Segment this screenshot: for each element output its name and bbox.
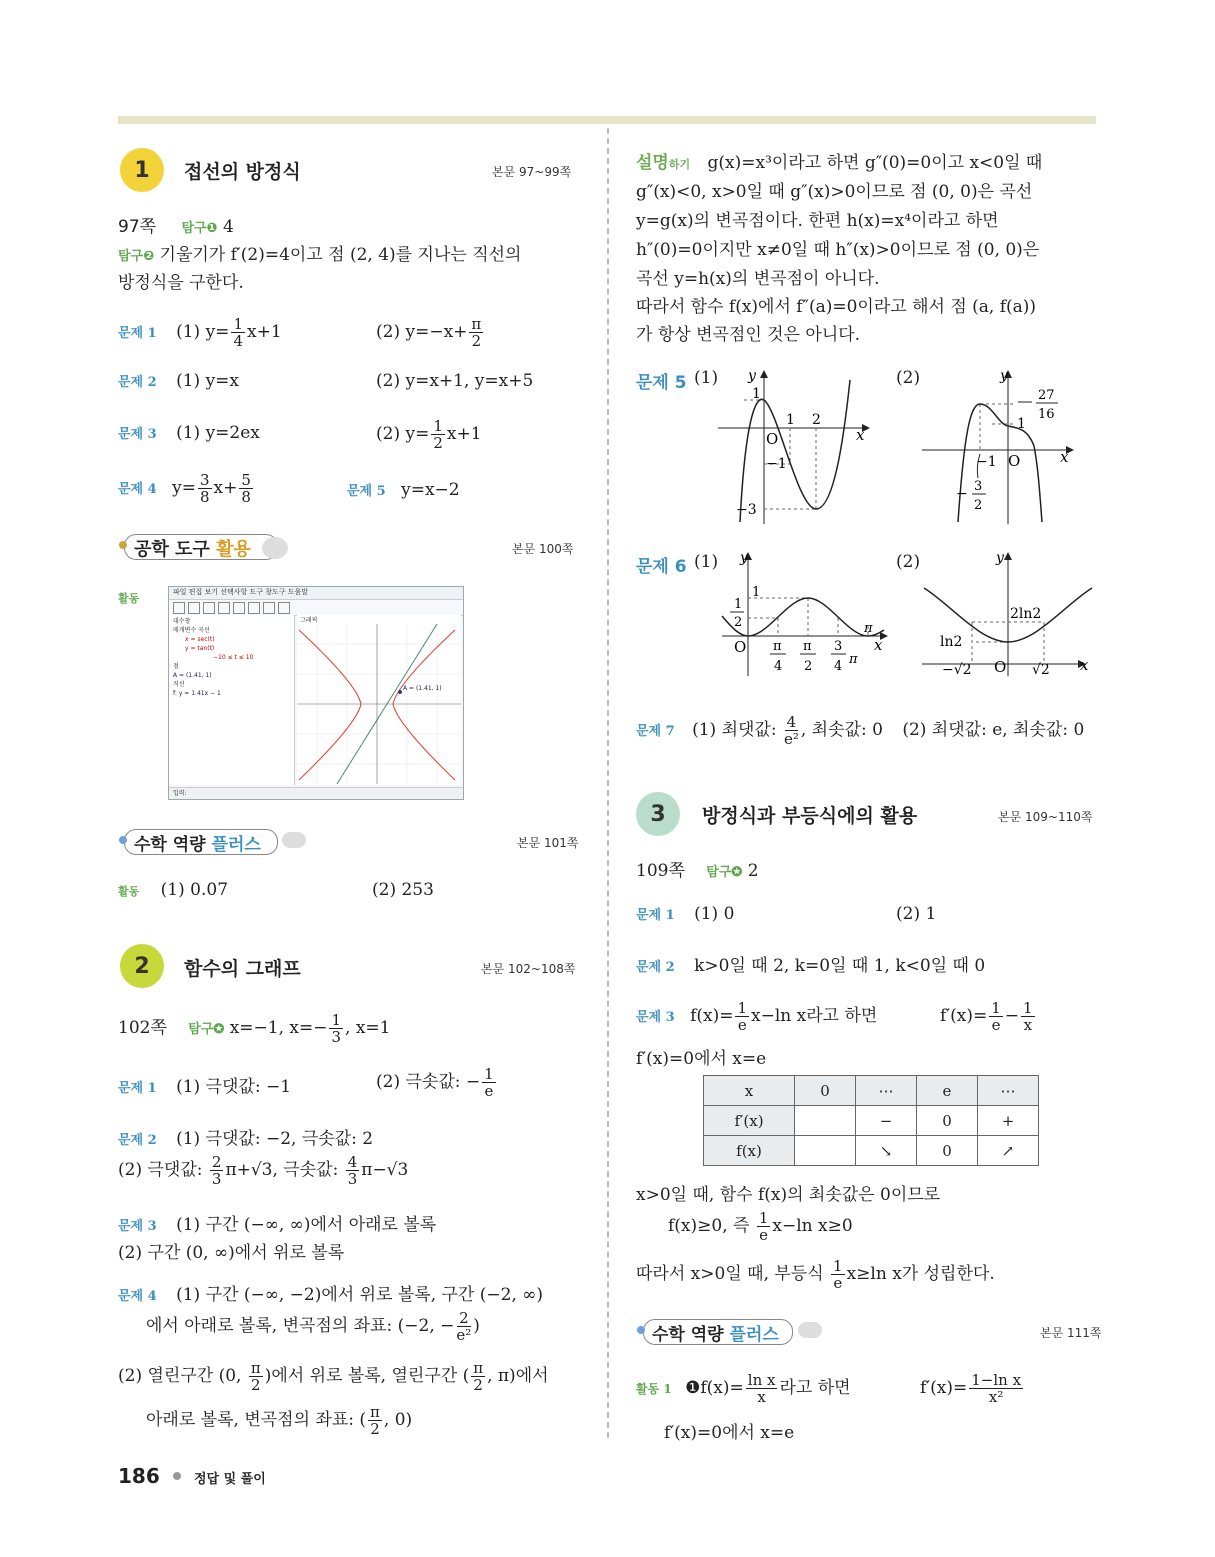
tool-button[interactable] (278, 602, 290, 614)
svg-text:O: O (734, 638, 747, 656)
section-title: 접선의 방정식 (184, 161, 301, 183)
explore-2-line2: 방정식을 구한다. (118, 273, 244, 293)
plus-ref: 본문 111쪽 (1040, 1326, 1102, 1340)
plus-answer: 활동 (1) 0.07 (118, 880, 229, 900)
table-cell: ⋯ (856, 1076, 917, 1106)
table-row (704, 1076, 1039, 1106)
table-cell: f′(x) (704, 1106, 795, 1136)
table-cell: 0 (795, 1076, 856, 1106)
explain-line-5: 곡선 y=h(x)의 변곡점이 아니다. (636, 269, 880, 289)
problem-4: 문제 4 (1) 구간 (−∞, −2)에서 위로 볼록, 구간 (−2, ∞) (118, 1285, 544, 1305)
svg-text:ln2: ln2 (940, 634, 963, 650)
problem-3-line3: x>0일 때, 함수 f(x)의 최솟값은 0이므로 (636, 1185, 941, 1205)
problem-1: 문제 1 (1) 극댓값: −1 (118, 1077, 292, 1097)
activity-label: 활동 (118, 592, 140, 605)
section-ref: 본문 97~99쪽 (492, 165, 572, 179)
explore-text: 기울기가 f′(2)=4이고 점 (2, 4)를 지나는 직선의 (159, 245, 522, 265)
svg-text:π: π (773, 639, 782, 654)
svg-text:π: π (803, 639, 812, 654)
table-cell: ⋯ (978, 1076, 1039, 1106)
top-rule (118, 116, 1096, 124)
svg-text:−1: −1 (766, 456, 787, 472)
pen-icon (282, 832, 306, 848)
svg-text:27: 27 (1038, 388, 1055, 403)
sine-graph-1 (718, 546, 896, 680)
svg-text:4: 4 (774, 659, 783, 674)
plus-derivative: f′(x)= $\frac{\text{1−ln x}}{\text{x²}}$ (920, 1371, 1022, 1406)
svg-text:3: 3 (834, 639, 843, 654)
svg-text:π: π (849, 652, 858, 667)
tool-button[interactable] (203, 602, 215, 614)
explain-line-1: 설명하기 g(x)=x³이라고 하면 g″(0)=0이고 x<0일 때 (636, 153, 1043, 173)
plus-title: 수학 역량 플러스 (652, 1325, 779, 1345)
svg-text:π: π (864, 621, 873, 636)
svg-text:2: 2 (812, 412, 821, 428)
right-branch (393, 630, 455, 780)
table-cell: x (704, 1076, 795, 1106)
problem-4-b-line2: 아래로 볼록, 변곡점의 좌표: ( $\frac{\pi}{2}$ , 0) (146, 1403, 413, 1438)
table-row (704, 1136, 1039, 1166)
svg-text:x: x (856, 426, 865, 444)
problem-7: 문제 7 (1) 최댓값: $\frac{4}{\text{e²}}$ , 최솟값: 0 (2) 최댓값: e, 최솟값: 0 (636, 713, 1085, 748)
tool-button[interactable] (218, 602, 230, 614)
problem-label: 문제 1 (118, 326, 157, 341)
section-title: 방정식과 부등식에의 활용 (702, 805, 918, 827)
table-cell (795, 1136, 856, 1166)
explain-line-6: 따라서 함수 f(x)에서 f″(a)=0이라고 해서 점 (a, f(a)) (636, 297, 1037, 317)
quartic-graph-2 (920, 366, 1080, 526)
page-ref: 97쪽 (118, 217, 157, 237)
page-footer (118, 1464, 266, 1488)
problem-2: 문제 2 (1) y=x (118, 371, 240, 391)
explain-line-4: h″(0)=0이지만 x≠0일 때 h″(x)>0이므로 점 (0, 0)은 (636, 240, 1040, 260)
explain-line-2: g″(x)<0, x>0일 때 g″(x)>0이므로 점 (0, 0)은 곡선 (636, 182, 1033, 202)
problem-label: 문제 5 (636, 373, 687, 393)
problem-2: 문제 2 (1) 극댓값: −2, 극솟값: 2 (118, 1129, 374, 1149)
svg-text:1: 1 (1017, 416, 1026, 432)
section-number-badge: 1 (120, 148, 164, 192)
geogebra-screenshot (168, 586, 464, 800)
svg-text:2ln2: 2ln2 (1010, 606, 1042, 622)
svg-text:O: O (1008, 452, 1021, 470)
section-ref: 본문 102~108쪽 (481, 962, 576, 976)
svg-text:y: y (748, 368, 756, 384)
tool-ref: 본문 100쪽 (512, 542, 574, 556)
plus-ref: 본문 101쪽 (517, 836, 579, 850)
input-bar[interactable]: 입력: (169, 787, 463, 799)
left-branch (299, 630, 361, 780)
problem-3-b: (2) y= $\frac{1}{2}$ x+1 (376, 417, 482, 452)
table-row (704, 1106, 1039, 1136)
svg-text:4: 4 (834, 659, 843, 674)
explain-line-7: 가 항상 변곡점인 것은 아니다. (636, 325, 861, 345)
svg-text:x: x (874, 636, 883, 654)
svg-text:y: y (1000, 368, 1008, 384)
plus-activity: 활동 1 ❶f(x)= $\frac{\text{ln x}}{x}$ 라고 하면 (636, 1371, 851, 1406)
graph-2-label: (2) (896, 368, 921, 388)
tool-button[interactable] (263, 602, 275, 614)
svg-text:−: − (956, 486, 968, 502)
graph-1-label: (1) (694, 368, 719, 388)
svg-text:1: 1 (752, 585, 761, 600)
tool-title: 공학 도구 활용 (134, 539, 251, 560)
svg-text:x: x (1080, 656, 1089, 674)
table-cell: e (917, 1076, 978, 1106)
table-cell: 0 (917, 1106, 978, 1136)
svg-text:y: y (740, 550, 748, 566)
tool-icon (262, 537, 288, 559)
svg-text:−1: −1 (976, 454, 997, 470)
graphics-panel: 그래픽 A = (1.41, 1) (297, 615, 461, 785)
plus-answer-b: (2) 253 (372, 880, 434, 900)
section-number-badge: 2 (120, 944, 164, 988)
problem-5: 문제 5 y=x−2 (347, 480, 460, 500)
svg-text:1: 1 (734, 597, 743, 612)
svg-text:O: O (994, 658, 1007, 676)
svg-text:−√2: −√2 (942, 662, 972, 678)
tool-button[interactable] (248, 602, 260, 614)
svg-text:1: 1 (786, 412, 795, 428)
problem-2: 문제 2 k>0일 때 2, k=0일 때 1, k<0일 때 0 (636, 956, 986, 976)
problem-4: 문제 4 y= $\frac{3}{8}$ x+ $\frac{5}{8}$ (118, 471, 251, 506)
svg-text:3: 3 (974, 479, 983, 494)
menu-bar: 파일 편집 보기 선택사항 도구 창도구 도움말 (169, 587, 463, 600)
toolbar (169, 600, 463, 616)
svg-text:x: x (1060, 448, 1069, 466)
point-a (398, 690, 402, 694)
bullet-icon (637, 1326, 645, 1334)
table-cell: ↗ (978, 1136, 1039, 1166)
explain-line-3: y=g(x)의 변곡점이다. 한편 h(x)=x⁴이라고 하면 (636, 211, 999, 231)
svg-text:2: 2 (974, 498, 983, 513)
plus-title: 수학 역량 플러스 (134, 835, 261, 855)
cubic-graph-1 (718, 366, 878, 526)
log-graph-2 (920, 546, 1096, 680)
problem-3-line5: 따라서 x>0일 때, 부등식 $\frac{1}{e}$ x≥ln x가 성립한다. (636, 1257, 995, 1292)
explore-label: 탐구❶ (181, 221, 218, 236)
explore-line: 102쪽 탐구✪ x=−1, x=− $\frac{1}{3}$ , x=1 (118, 1011, 391, 1046)
page-number: 186 (118, 1464, 160, 1488)
problem-1-b: (2) 1 (896, 904, 937, 924)
problem-2-b: (2) y=x+1, y=x+5 (376, 371, 534, 391)
table-cell: + (978, 1106, 1039, 1136)
section-ref: 본문 109~110쪽 (998, 810, 1093, 824)
problem-3: 문제 3 f(x)= $\frac{1}{e}$ x−ln x라고 하면 (636, 999, 878, 1034)
increase-decrease-table (703, 1075, 1039, 1166)
explore-label: 탐구❷ (118, 249, 155, 264)
explore-line: 109쪽 탐구✪ 2 (636, 861, 759, 881)
svg-text:O: O (766, 430, 779, 448)
svg-text:−3: −3 (736, 502, 757, 518)
problem-1-b: (2) 극솟값: − $\frac{1}{e}$ (376, 1065, 494, 1100)
dot-icon (173, 1472, 181, 1480)
bullet-icon (119, 836, 127, 844)
explore-line (118, 212, 234, 237)
problem-1: 문제 1 (1) 0 (636, 904, 735, 924)
tool-button[interactable] (188, 602, 200, 614)
explore-2-line1 (118, 240, 521, 265)
bullet-icon (119, 541, 127, 549)
problem-3: 문제 3 (1) y=2ex (118, 423, 260, 443)
tool-button[interactable] (233, 602, 245, 614)
algebra-panel: 대수창 매개변수 곡선 x = sec(t) y = tan(t) −10 ≤ t ≤ 10 점 A = (1.41, 1) 직선 f: y = 1.41x − 1 (169, 615, 295, 785)
problem-4-b: (2) 열린구간 (0, $\frac{\pi}{2}$ )에서 위로 볼록, 열린구간 ( $\frac{\pi}{2}$ , π)에서 (118, 1359, 549, 1394)
problem-label: 문제 6 (636, 557, 687, 577)
point-a-label: A = (1.41, 1) (403, 685, 442, 692)
svg-text:16: 16 (1038, 407, 1055, 422)
problem-4-line2: 에서 아래로 볼록, 변곡점의 좌표: (−2, − $\frac{2}{\text{e²}}$ ) (146, 1309, 480, 1344)
problem-1-b: (2) y=−x+ $\frac{\pi}{2}$ (376, 315, 482, 350)
svg-text:2: 2 (734, 615, 743, 630)
table-cell: 0 (917, 1136, 978, 1166)
section-title: 함수의 그래프 (184, 958, 301, 980)
column-divider (607, 128, 609, 1438)
pen-icon (798, 1322, 822, 1338)
footer-label: 정답 및 풀이 (193, 1472, 266, 1487)
svg-text:2: 2 (804, 659, 813, 674)
problem-2-b: (2) 극댓값: $\frac{2}{3}$ π+√3, 극솟값: $\frac{4}{3}$ π−√3 (118, 1153, 409, 1188)
problem-1: 문제 1 (1) y= $\frac{1}{4}$ x+1 (118, 315, 282, 350)
problem-3-line2: f′(x)=0에서 x=e (636, 1049, 767, 1069)
explore-value: 4 (223, 217, 234, 237)
table-cell: − (856, 1106, 917, 1136)
tool-button[interactable] (173, 602, 185, 614)
table-cell: ↘ (856, 1136, 917, 1166)
problem-3: 문제 3 (1) 구간 (−∞, ∞)에서 아래로 볼록 (118, 1215, 437, 1235)
hyperbola-plot (297, 624, 461, 784)
graph-1-label: (1) (694, 552, 719, 572)
table-cell (795, 1106, 856, 1136)
svg-text:1: 1 (752, 386, 761, 402)
table-cell: f(x) (704, 1136, 795, 1166)
section-number-badge: 3 (636, 792, 680, 836)
svg-text:√2: √2 (1032, 662, 1050, 678)
problem-3-line4: f(x)≥0, 즉 $\frac{1}{e}$ x−ln x≥0 (668, 1209, 853, 1244)
plus-line2: f′(x)=0에서 x=e (664, 1423, 795, 1443)
graph-2-label: (2) (896, 552, 921, 572)
problem-3-b: (2) 구간 (0, ∞)에서 위로 볼록 (118, 1243, 345, 1263)
svg-text:y: y (996, 550, 1004, 566)
problem-3-derivative: f′(x)= $\frac{1}{e}$ − $\frac{1}{x}$ (940, 999, 1033, 1034)
